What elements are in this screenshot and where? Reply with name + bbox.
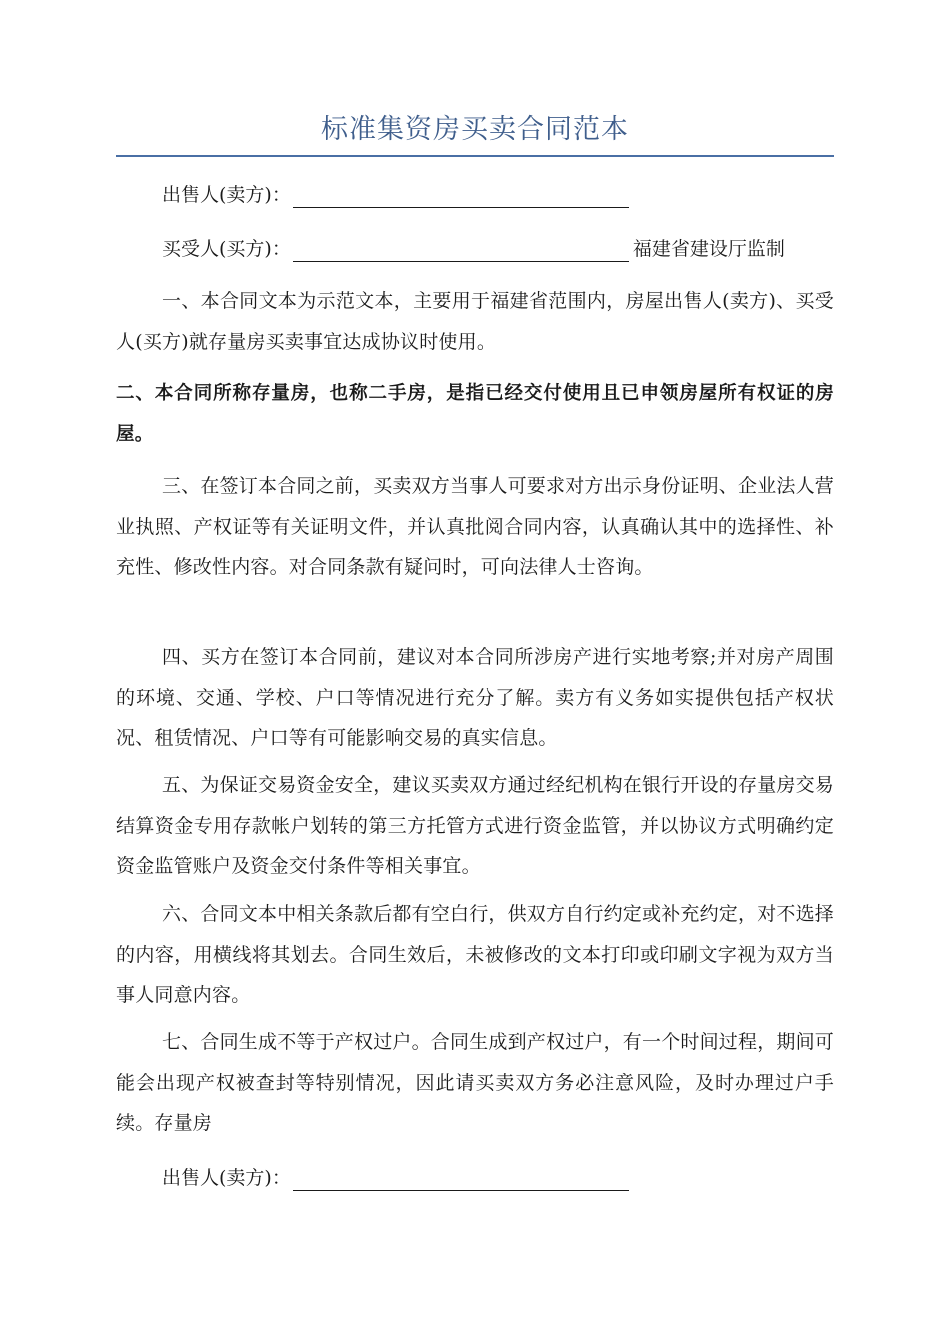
paragraph-4: 四、买方在签订本合同前，建议对本合同所涉房产进行实地考察;并对房产周围的环境、交通、学校、户口等情况进行充分了解。卖方有义务如实提供包括产权状况、租赁情况、户口等有可能影响交易的真实信息。 xyxy=(116,646,834,750)
seller-label: 出售人(卖方)： xyxy=(162,184,291,206)
paragraph-6: 六、合同文本中相关条款后都有空白行，供双方自行约定或补充约定，对不选择的内容，用横线将其划去。合同生效后，未被修改的文本打印或印刷文字视为双方当事人同意内容。 xyxy=(116,903,835,1007)
title-divider xyxy=(116,155,834,157)
seller-line-bottom xyxy=(162,1165,629,1191)
paragraph-7: 七、合同生成不等于产权过户。合同生成到产权过户，有一个时间过程，期间可能会出现产权被查封等特别情况，因此请买卖双方务必注意风险，及时办理过户手续。存量房 xyxy=(116,1031,835,1135)
seller-blank-field[interactable] xyxy=(293,187,629,208)
seller-blank-field-bottom[interactable] xyxy=(293,1170,629,1191)
seller-line xyxy=(162,182,629,208)
paragraph-3: 三、在签订本合同之前，买卖双方当事人可要求对方出示身份证明、企业法人营业执照、产权证等有关证明文件，并认真批阅合同内容，认真确认其中的选择性、补充性、修改性内容。对合同条款有疑问时，可向法律人士咨询。 xyxy=(116,475,835,579)
paragraph-5: 五、为保证交易资金安全，建议买卖双方通过经纪机构在银行开设的存量房交易结算资金专用存款帐户划转的第三方托管方式进行资金监管，并以协议方式明确约定资金监管账户及资金交付条件等相关事宜。 xyxy=(116,774,835,878)
paragraph-1: 一、本合同文本为示范文本，主要用于福建省范围内，房屋出售人(卖方)、买受人(买方)就存量房买卖事宜达成协议时使用。 xyxy=(116,290,834,353)
supervisor-note: 福建省建设厅监制 xyxy=(632,238,785,260)
document-title: 标准集资房买卖合同范本 xyxy=(321,114,629,145)
paragraph-2: 二、本合同所称存量房，也称二手房，是指已经交付使用且已申领房屋所有权证的房屋。 xyxy=(116,383,834,445)
buyer-line xyxy=(162,236,785,262)
seller-label-bottom: 出售人(卖方)： xyxy=(162,1167,291,1189)
buyer-label: 买受人(买方)： xyxy=(162,238,291,260)
document-page xyxy=(116,108,834,157)
buyer-blank-field[interactable] xyxy=(293,241,629,262)
